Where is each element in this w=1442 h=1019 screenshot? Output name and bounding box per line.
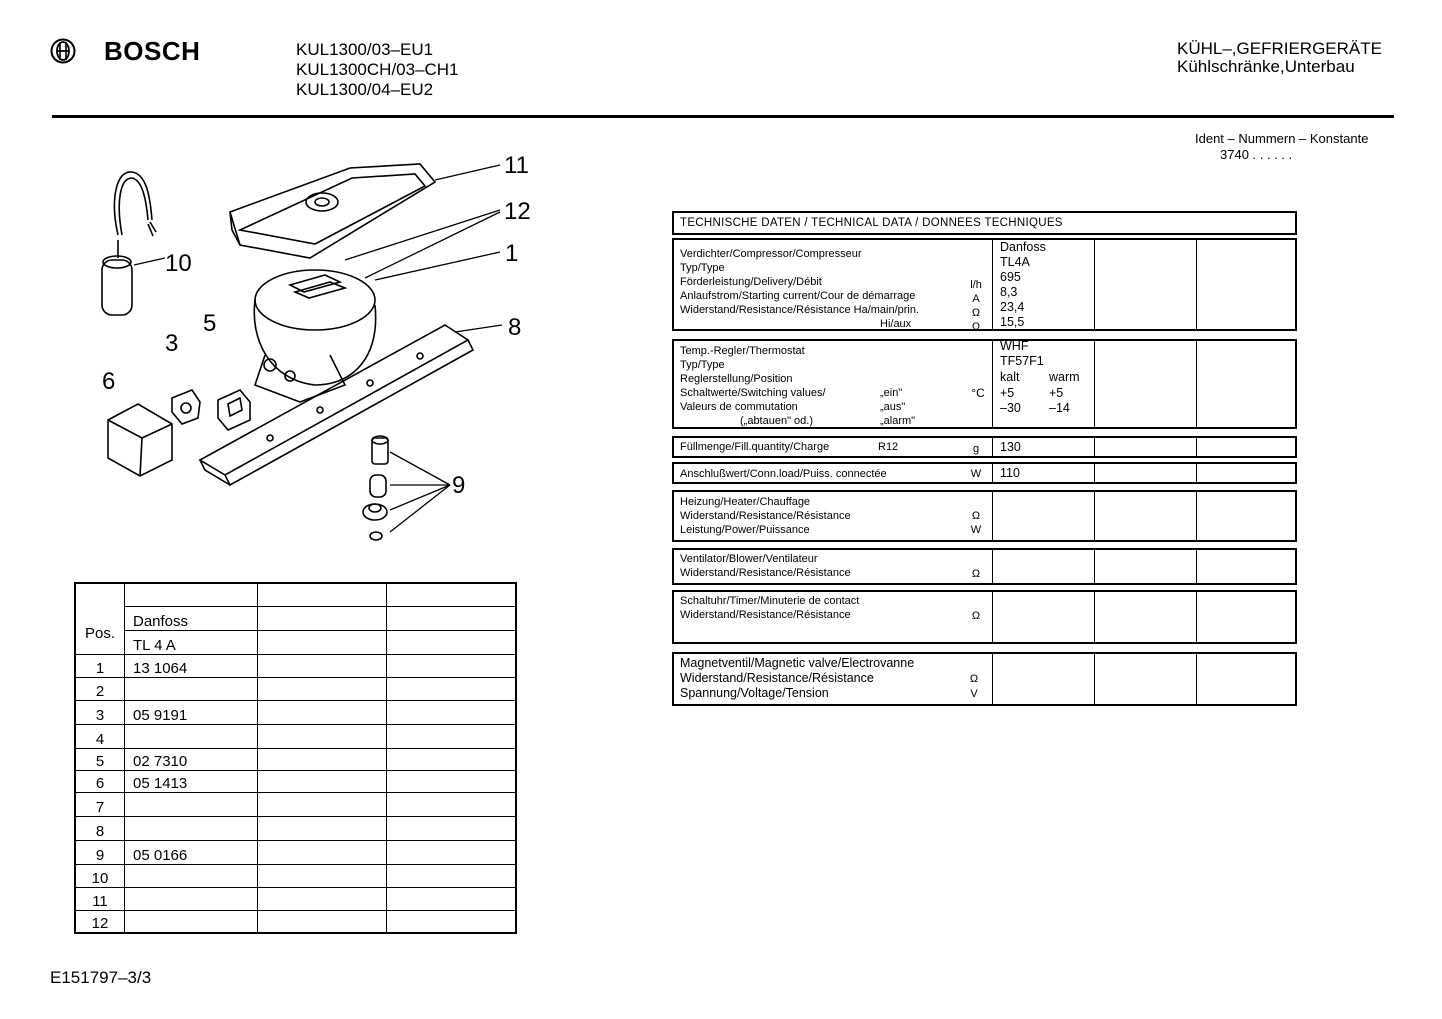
table-row: 2 (75, 677, 516, 700)
bosch-logo-icon (50, 38, 76, 64)
table-row: 3 05 9191 (75, 700, 516, 724)
heater-labels (680, 495, 851, 537)
label-starting-current: Anlaufstrom/Starting current/Cour de démarrage (680, 290, 916, 302)
model-2: KUL1300CH/03–CH1 (296, 60, 459, 79)
unit-current: A (972, 293, 980, 305)
unit-delivery: l/h (970, 279, 982, 291)
label-resistance: Widerstand/Resistance/Résistance (680, 567, 851, 579)
unit-ohm: Ω (969, 673, 979, 685)
compressor-block (672, 238, 1297, 331)
fill-block (672, 436, 1297, 458)
callout-1: 1 (505, 240, 519, 267)
valve-labels (680, 656, 914, 701)
valve-block (672, 652, 1297, 706)
relay-part (218, 390, 250, 430)
table-row (75, 583, 516, 606)
value-fill: 130 (1000, 440, 1021, 454)
timer-labels (680, 594, 859, 622)
callout-5: 5 (203, 310, 217, 337)
unit-watt: W (970, 524, 982, 536)
tech-title: TECHNISCHE DATEN / TECHNICAL DATA / DONNEES TECHNIQUES (672, 211, 1297, 235)
label-defrost: („abtauen" od.) (740, 415, 814, 427)
callout-11: 11 (504, 152, 529, 179)
ein-warm: +5 (1049, 386, 1064, 400)
sub-alarm: „alarm" (880, 415, 916, 427)
label-resistance: Widerstand/Resistance/Résistance (680, 609, 851, 621)
capacitor-part (102, 172, 156, 315)
table-row: 11 (75, 887, 516, 910)
label-load: Anschlußwert/Conn.load/Puiss. connectée (680, 468, 887, 480)
ident-block (1195, 131, 1368, 163)
model-3: KUL1300/04–EU2 (296, 80, 434, 99)
thermostat-type: TF57F1 (1000, 354, 1044, 368)
label-blower: Ventilator/Blower/Ventilateur (680, 553, 818, 565)
label-power: Leistung/Power/Puissance (680, 524, 810, 536)
callout-6: 6 (102, 368, 116, 395)
value-resistance-aux: 15,5 (1000, 315, 1025, 329)
label-timer: Schaltuhr/Timer/Minuterie de contact (680, 595, 860, 607)
callout-12: 12 (504, 198, 531, 225)
label-resistance-main: Widerstand/Resistance/Résistance Ha/main/prin. (680, 304, 920, 316)
pos-header: Pos. (75, 583, 125, 654)
model-list (296, 40, 459, 100)
exploded-parts-drawing (90, 140, 550, 550)
category (1177, 40, 1382, 76)
value-delivery: 695 (1000, 270, 1021, 284)
label-valve: Magnetventil/Magnetic valve/Electrovanne (680, 656, 915, 670)
unit-ohm: Ω (971, 510, 981, 522)
blower-block (672, 548, 1297, 585)
thermostat-block (672, 339, 1297, 429)
callout-9: 9 (452, 472, 466, 499)
unit-ohm: Ω (971, 568, 981, 580)
unit-volt: V (970, 688, 978, 700)
document-number: E151797–3/3 (50, 968, 152, 987)
label-switching: Schaltwerte/Switching values/ (680, 387, 826, 399)
value-type: TL4A (1000, 255, 1030, 269)
blower-labels (680, 552, 851, 580)
label-heater: Heizung/Heater/Chauffage (680, 496, 811, 508)
overload-part (172, 390, 200, 424)
callout-8: 8 (508, 314, 522, 341)
unit-gram: g (972, 443, 980, 455)
table-row: 5 02 7310 (75, 748, 516, 770)
thermostat-labels (680, 344, 826, 428)
label-position: Reglerstellung/Position (680, 373, 793, 385)
table-row: 1 13 1064 (75, 654, 516, 677)
callout-3: 3 (165, 330, 179, 357)
table-row: 7 (75, 792, 516, 816)
label-voltage: Spannung/Voltage/Tension (680, 686, 829, 700)
drip-tray-part (230, 164, 435, 258)
table-row: 12 (75, 910, 516, 933)
table-row: 9 05 0166 (75, 840, 516, 864)
category-line-2: Kühlschränke,Unterbau (1177, 57, 1355, 76)
label-type: Typ/Type (680, 359, 725, 371)
sub-ein: „ein" (880, 387, 903, 399)
label-resistance: Widerstand/Resistance/Résistance (680, 510, 851, 522)
value-current: 8,3 (1000, 285, 1018, 299)
ein-kalt: +5 (1000, 386, 1015, 400)
cover-part (108, 404, 172, 476)
load-block (672, 462, 1297, 484)
position-kalt: kalt (1000, 370, 1020, 384)
callout-10: 10 (165, 250, 192, 277)
ident-label: Ident – Nummern – Konstante (1195, 131, 1369, 146)
category-line-1: KÜHL–,GEFRIERGERÄTE (1177, 39, 1382, 58)
table-row (75, 606, 516, 630)
timer-block (672, 590, 1297, 644)
label-delivery: Förderleistung/Delivery/Débit (680, 276, 822, 288)
compressor-labels (680, 247, 919, 331)
unit-ohm-main: Ω (971, 307, 981, 319)
compressor-part (254, 270, 375, 402)
position-warm: warm (1049, 370, 1080, 384)
ident-value: 3740 . . . . . . (1220, 147, 1293, 162)
unit-watt: W (970, 468, 982, 480)
thermostat-maker: WHF (1000, 339, 1029, 353)
heater-block (672, 490, 1297, 542)
unit-celsius: °C (971, 386, 985, 400)
aus-warm: –14 (1049, 401, 1070, 415)
unit-ohm-aux: Ω (971, 321, 981, 333)
mounting-kit-part (363, 436, 388, 540)
label-resistance: Widerstand/Resistance/Résistance (680, 671, 874, 685)
unit-ohm: Ω (971, 610, 981, 622)
aus-kalt: –30 (1000, 401, 1021, 415)
refrigerant: R12 (878, 441, 899, 453)
sub-aus: „aus" (880, 401, 906, 413)
table-row: 8 (75, 816, 516, 840)
label-thermostat: Temp.-Regler/Thermostat (680, 345, 805, 357)
table-row: 6 05 1413 (75, 770, 516, 792)
value-resistance-main: 23,4 (1000, 300, 1025, 314)
parts-table (74, 582, 517, 934)
type-cell: TL 4 A (125, 630, 258, 654)
label-fill: Füllmenge/Fill.quantity/Charge (680, 441, 830, 453)
table-row (75, 630, 516, 654)
label-type: Typ/Type (680, 262, 725, 274)
label-compressor: Verdichter/Compressor/Compresseur (680, 248, 862, 260)
header-rule (52, 115, 1394, 118)
model-1: KUL1300/03–EU1 (296, 40, 434, 59)
value-load: 110 (1000, 466, 1020, 480)
value-maker: Danfoss (1000, 240, 1046, 254)
table-row: 10 (75, 864, 516, 887)
brand-name: BOSCH (104, 36, 201, 66)
maker-cell: Danfoss (125, 606, 258, 630)
label-commutation: Valeurs de commutation (680, 401, 798, 413)
label-resistance-aux: Hi/aux (880, 318, 912, 330)
table-row: 4 (75, 724, 516, 748)
compressor-values (1000, 240, 1046, 330)
